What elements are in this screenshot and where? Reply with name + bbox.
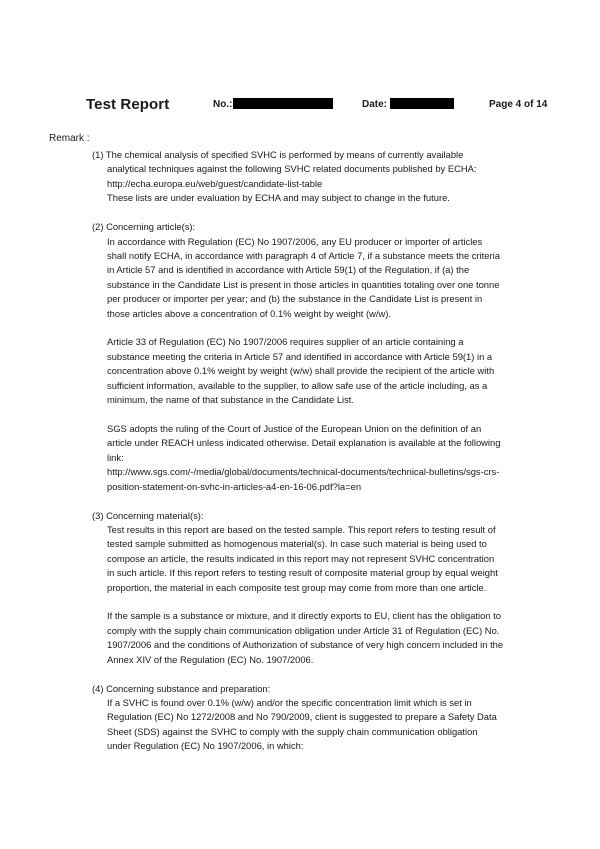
- text-line: If a SVHC is found over 0.1% (w/w) and/or the specific concentration limit which is set in: [107, 696, 472, 708]
- text-line: concentration above 0.1% weight by weight (w/w) shall provide the recipient of the article with: [107, 365, 495, 377]
- text-line: comply with the supply chain communication obligation under Article 31 of Regulation (EC) No.: [107, 624, 500, 636]
- remark-section-3: [92, 509, 562, 667]
- text-line: analytical techniques against the following SVHC related documents published by ECHA:: [107, 163, 477, 175]
- text-line: http://echa.europa.eu/web/guest/candidate-list-table: [107, 177, 323, 189]
- paragraph: [107, 422, 562, 494]
- text-line: SGS adopts the ruling of the Court of Justice of the European Union on the definition of an: [107, 422, 482, 434]
- section-heading: (4) Concerning substance and preparation:: [92, 682, 271, 694]
- remark-section-1: [92, 148, 562, 206]
- text-line: Test results in this report are based on the tested sample. This report refers to testing result of: [107, 523, 496, 535]
- text-line: per producer or importer per year; and (b) the substance in the Candidate List is present in: [107, 293, 483, 305]
- section-heading: (3) Concerning material(s):: [92, 509, 204, 521]
- text-line: In accordance with Regulation (EC) No 1907/2006, any EU producer or importer of articles: [107, 235, 483, 247]
- report-number-redaction: [233, 98, 333, 109]
- text-line: those articles above a concentration of 0.1% weight by weight (w/w).: [107, 307, 392, 319]
- text-line: http://www.sgs.com/-/media/global/documents/technical-documents/technical-bulletins/sgs-crs-: [107, 466, 500, 478]
- remark-section-2: [92, 220, 562, 494]
- text-line: compose an article, the results indicated in this report may not represent SVHC concentration: [107, 552, 495, 564]
- report-title: Test Report: [86, 96, 170, 113]
- text-line: These lists are under evaluation by ECHA and may subject to change in the future.: [107, 192, 450, 204]
- section-content: [92, 696, 562, 754]
- date-redaction: [390, 98, 454, 109]
- paragraph: [107, 523, 562, 595]
- page-indicator: Page 4 of 14: [489, 99, 548, 110]
- text-line: position-statement-on-svhc-in-articles-a4-en-16-06.pdf?la=en: [107, 480, 362, 492]
- text-line: minimum, the name of that substance in the Candidate List.: [107, 394, 355, 406]
- remark-label: Remark :: [49, 133, 90, 144]
- section-heading: (1) The chemical analysis of specified SVHC is performed by means of currently available: [92, 149, 464, 160]
- text-line: Annex XIV of the Regulation (EC) No. 1907/2006.: [107, 653, 314, 665]
- paragraph: [107, 335, 562, 407]
- text-line: link:: [107, 451, 124, 463]
- text-line: Regulation (EC) No 1272/2008 and No 790/2009, client is suggested to prepare a Safety Data: [107, 711, 497, 723]
- text-line: tested sample submitted as homogenous material(s). In case such material is being used to: [107, 538, 487, 550]
- text-line: in such article. If this report refers to testing result of composite material group by equal weight: [107, 567, 498, 579]
- date-label: Date:: [362, 99, 388, 110]
- text-line: sufficient information, available to the supplier, to allow safe use of the article including, as a: [107, 379, 488, 391]
- text-line: shall notify ECHA, in accordance with paragraph 4 of Article 7, if a substance meets the criteria: [107, 250, 500, 262]
- section-content: [92, 523, 562, 667]
- report-number-label: No.:: [213, 99, 233, 110]
- text-line: article under REACH unless indicated otherwise. Detail explanation is available at the following: [107, 437, 501, 449]
- text-line: substance in the Candidate List is present in those articles in quantities totaling over one tonne: [107, 278, 500, 290]
- remark-body: [92, 148, 562, 768]
- text-line: under Regulation (EC) No 1907/2006, in which:: [107, 740, 304, 752]
- section-heading: (2) Concerning article(s):: [92, 221, 196, 233]
- text-line: in Article 57 and is identified in accordance with Article 59(1) of the Regulation, if (a) the: [107, 264, 470, 276]
- paragraph: [107, 609, 562, 667]
- paragraph: [107, 162, 562, 205]
- section-content: [92, 162, 562, 205]
- remark-section-4: [92, 682, 562, 754]
- text-line: 1907/2006 and the conditions of Authorization of substance of very high concern included in the: [107, 639, 504, 651]
- text-line: Article 33 of Regulation (EC) No 1907/2006 requires supplier of an article containing a: [107, 336, 464, 348]
- report-header: [0, 96, 600, 114]
- text-line: proportion, the material in each composite test group may come from more than one article.: [107, 581, 487, 593]
- section-content: [92, 235, 562, 494]
- text-line: substance meeting the criteria in Article 57 and identified in accordance with Article 59(1) in a: [107, 350, 493, 362]
- paragraph: [107, 696, 562, 754]
- paragraph: [107, 235, 562, 321]
- text-line: If the sample is a substance or mixture, and it directly exports to EU, client has the obligation to: [107, 610, 501, 622]
- text-line: Sheet (SDS) against the SVHC to comply with the supply chain communication obligation: [107, 725, 478, 737]
